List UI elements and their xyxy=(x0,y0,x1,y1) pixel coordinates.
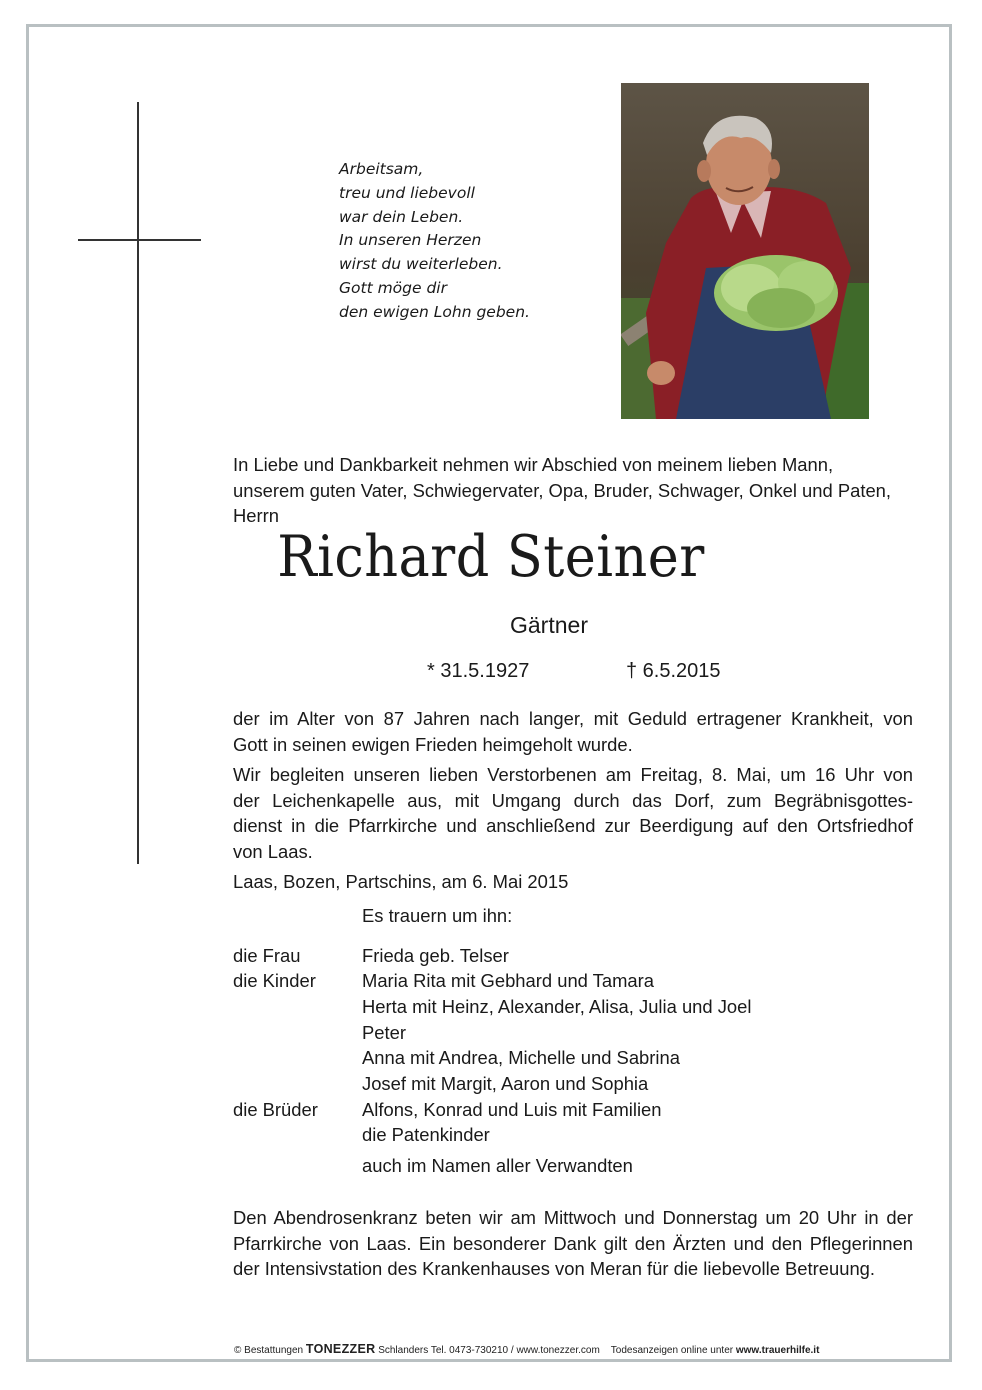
family-entry: Frieda geb. Telser xyxy=(362,945,509,966)
paragraph-line: der im Alter von 87 Jahren nach langer, mit Geduld ertragener Krankheit, von xyxy=(233,708,913,729)
footer xyxy=(234,1342,819,1356)
paragraph-passing xyxy=(233,706,913,757)
profession: Gärtner xyxy=(510,612,588,638)
poem-line: wirst du weiterleben. xyxy=(339,255,503,274)
poem-line: treu und liebevoll xyxy=(339,183,475,202)
poem-line: Arbeitsam, xyxy=(339,160,424,178)
poem-line: Gott möge dir xyxy=(339,278,447,297)
family-entry: Josef mit Margit, Aaron und Sophia xyxy=(362,1073,649,1094)
cross-vertical-bar xyxy=(137,102,139,864)
intro-line: In Liebe und Dankbarkeit nehmen wir Abschied von meinem lieben Mann, xyxy=(233,454,834,475)
closing-line: Pfarrkirche von Laas. Ein besonderer Dank gilt den Ärzten und den Pflegerinnen xyxy=(233,1232,913,1254)
family-entry-relatives: auch im Namen aller Verwandten xyxy=(362,1155,633,1176)
cross-horizontal-bar xyxy=(78,239,201,241)
footer-prefix: © Bestattungen xyxy=(234,1345,304,1356)
paragraph-funeral xyxy=(233,762,913,864)
closing-line: Den Abendrosenkranz beten wir am Mittwoch und Donnerstag um 20 Uhr in der xyxy=(233,1207,913,1228)
family-entry: Herta mit Heinz, Alexander, Alisa, Julia und Joel xyxy=(362,996,752,1017)
portrait-photo xyxy=(621,83,869,419)
footer-details: Schlanders Tel. 0473-730210 / www.tonezzer.com xyxy=(378,1345,600,1356)
family-label-wife: die Frau xyxy=(233,945,301,966)
paragraph-line: der Leichenkapelle aus, mit Umgang durch das Dorf, zum Begräbnisgottes- xyxy=(233,789,913,811)
poem-line: In unseren Herzen xyxy=(339,231,482,250)
intro-line: unserem guten Vater, Schwiegervater, Opa, Bruder, Schwager, Onkel und Paten, xyxy=(233,479,892,501)
paragraph-line: von Laas. xyxy=(233,840,313,862)
memorial-poem xyxy=(339,158,530,325)
birth-date: * 31.5.1927 xyxy=(427,660,530,682)
footer-brand: TONEZZER xyxy=(305,1342,376,1356)
deceased-name: Richard Steiner xyxy=(277,524,705,590)
family-entry: Maria Rita mit Gebhard und Tamara xyxy=(362,970,654,991)
footer-url-link[interactable]: www.trauerhilfe.it xyxy=(735,1345,820,1356)
family-entry: Anna mit Andrea, Michelle und Sabrina xyxy=(362,1047,680,1068)
footer-online-text: Todesanzeigen online unter xyxy=(610,1345,734,1356)
intro-text xyxy=(233,452,923,529)
family-label-children: die Kinder xyxy=(233,970,316,991)
family-entry: Alfons, Konrad und Luis mit Familien xyxy=(362,1099,662,1120)
intro-line: Herrn xyxy=(233,505,279,526)
paragraph-line: dienst in die Pfarrkirche und anschließend zur Beerdigung auf den Ortsfriedhof xyxy=(233,815,913,836)
family-entry: Peter xyxy=(362,1022,406,1043)
mourners-heading: Es trauern um ihn: xyxy=(362,905,513,926)
poem-line: den ewigen Lohn geben. xyxy=(339,302,530,321)
poem-line: war dein Leben. xyxy=(339,207,464,226)
closing-line: der Intensivstation des Krankenhauses von Meran für die liebevolle Betreuung. xyxy=(233,1258,876,1279)
place-and-date: Laas, Bozen, Partschins, am 6. Mai 2015 xyxy=(233,871,569,892)
paragraph-line: Gott in seinen ewigen Frieden heimgeholt wurde. xyxy=(233,733,633,755)
closing-paragraph xyxy=(233,1205,913,1282)
family-entry: die Patenkinder xyxy=(362,1124,490,1145)
death-date: † 6.5.2015 xyxy=(626,660,721,682)
paragraph-line: Wir begleiten unseren lieben Verstorbenen am Freitag, 8. Mai, um 16 Uhr von xyxy=(233,764,913,785)
family-label-brothers: die Brüder xyxy=(233,1099,318,1120)
